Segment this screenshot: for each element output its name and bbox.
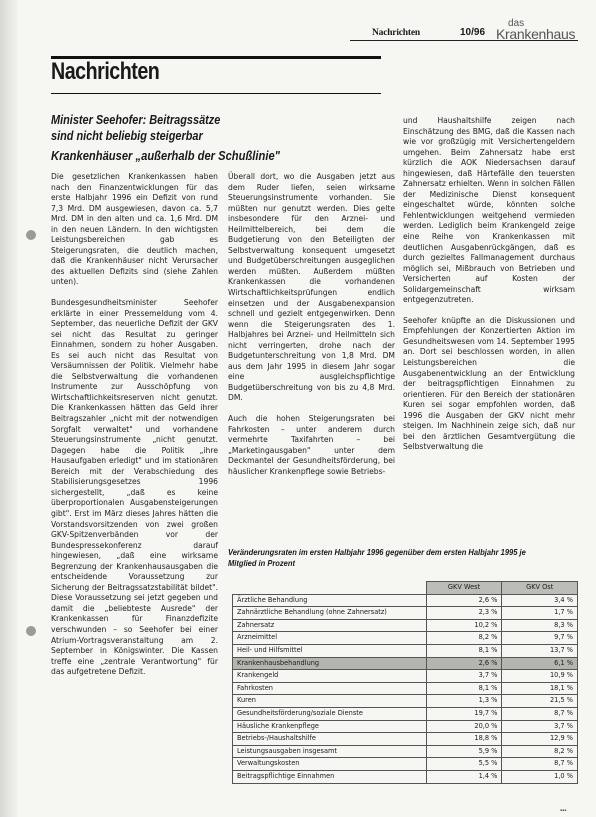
rates-table xyxy=(232,581,578,784)
cell-ost: 6,1 % xyxy=(502,657,578,670)
cell-ost: 10,9 % xyxy=(502,670,578,683)
table-row xyxy=(233,733,578,746)
row-label: Betriebs-/Haushaltshilfe xyxy=(233,733,427,746)
row-label: Heil- und Hilfsmittel xyxy=(233,644,427,657)
cell-west: 10,2 % xyxy=(426,619,502,632)
row-label: Krankengeld xyxy=(233,670,427,683)
cell-ost: 1,7 % xyxy=(502,607,578,620)
table-row xyxy=(233,657,578,670)
cell-west: 2,6 % xyxy=(426,657,502,670)
cell-ost: 3,4 % xyxy=(502,594,578,607)
header-rule xyxy=(350,40,578,41)
cell-west: 1,3 % xyxy=(426,695,502,708)
punch-hole xyxy=(26,626,36,636)
cell-ost: 13,7 % xyxy=(502,644,578,657)
row-label: Gesundheitsförderung/soziale Dienste xyxy=(233,707,427,720)
row-label: Verwaltungskosten xyxy=(233,758,427,771)
cell-west: 19,7 % xyxy=(426,707,502,720)
cell-west: 2,3 % xyxy=(426,607,502,620)
cell-ost: 21,5 % xyxy=(502,695,578,708)
cell-west: 18,8 % xyxy=(426,733,502,746)
cell-ost: 8,3 % xyxy=(502,619,578,632)
cell-west: 8,2 % xyxy=(426,632,502,645)
cell-ost: 8,7 % xyxy=(502,707,578,720)
paragraph: Bundesgesundheitsminister Seehofer erklärte in einer Pressemeldung vom 4. September, das neuerliche Defizit der GKV sei nicht das Resultat zu geringer Einnahmen, sondern zu hoher Ausgaben. Es sei auch nicht das Resultat von Versäumnissen der Politik. Vielmehr habe die Selbstverwaltung die vorhandenen Instrumente zur Ausschöpfung von Wirtschaftlichkeitsreserven nicht genutzt. Die Krankenkassen hätten das Geld ihrer Beitragszahler „nicht mit der notwendigen Sorgfalt verwaltet" und vorhandene Steuerungsinstrumente „nicht genutzt. Dagegen habe die Politik „ihre Hausaufgaben erledigt" und im stationären Bereich mit der Verabschiedung des Stabilisierungsgesetzes 1996 sichergestellt, „daß es keine überproportionalen Ausgabensteigerungen gibt". Erst im März dieses Jahres hätten die Vorstandsvorsitzenden von zwei großen GKV-Spitzenverbänden vor der Bundespressekonferenz darauf hingewiesen, „daß eine wirksame Begrenzung der Krankenhausausgaben die entscheidende Voraussetzung zur Sicherung der Beitragssatzstabilität bildet". Diese Voraussetzung sei jetzt gegeben und damit die „beliebteste Ausrede" der Krankenkassen für Finanzdefizite verschwunden – so Seehofer bei einer Atrium-Vortragsveranstaltung am 2. September in Königswinter. Die Kassen treffe eine „zentrale Verantwortung" für das aufgetretene Defizit. xyxy=(51,298,218,677)
table-caption: Veränderungsraten im ersten Halbjahr 1996 gegenüber dem ersten Halbjahr 1995 je Mitglied in Prozent xyxy=(228,548,526,568)
row-label: Ärztliche Behandlung xyxy=(233,594,427,607)
cell-ost: 8,7 % xyxy=(502,758,578,771)
row-label: Kuren xyxy=(233,695,427,708)
table-row xyxy=(233,670,578,683)
row-label: Zahnärztliche Behandlung (ohne Zahnersatz) xyxy=(233,607,427,620)
cell-west: 5,9 % xyxy=(426,745,502,758)
cell-west: 3,7 % xyxy=(426,670,502,683)
paragraph: Überall dort, wo die Ausgaben jetzt aus dem Ruder liefen, seien wirksame Steuerungsinstrumente vorhanden. Sie müßten nur genutzt werden. Dies gelte insbesondere für den Arznei- und Heilmittelbereich, bei dem die Budgetierung von den Beteiligten der Selbstverwaltung konsequent umgesetzt und Budgetüberschreitungen ausgeglichen werden müßten. Außerdem müßten Krankenkassen die vorhandenen Wirtschaftlichkeitsprüfungen endlich einsetzen und der Ausgabenexpansion schnell und gezielt entgegenwirken. Denn wenn die Steigerungsraten des 1. Halbjahres bei Arznei- und Heilmitteln sich nicht verringerten, drohe nach der Budgetunterschreitung von 1,8 Mrd. DM aus dem Jahr 1995 in diesem Jahr sogar eine ausgleichspflichtige Budgetüberschreitung von bis zu 4,8 Mrd. DM. xyxy=(228,172,395,403)
paragraph: Die gesetzlichen Krankenkassen haben nach den Finanzentwicklungen für das erste Halbjahr 1996 ein Defizit von rund 7,3 Mrd. DM ausgewiesen, davon ca. 5,7 Mrd. DM in den alten und ca. 1,6 Mrd. DM in den neuen Ländern. In den wichtigsten Leistungsbereichen gab es Steigerungsraten, die deutlich machen, daß die Krankenhäuser nicht Verursacher des aktuellen Defizits sind (siehe Zahlen unten). xyxy=(51,172,218,287)
row-label: Fahrkosten xyxy=(233,682,427,695)
cell-west: 2,6 % xyxy=(426,594,502,607)
table-row xyxy=(233,720,578,733)
table-row xyxy=(233,707,578,720)
table-row xyxy=(233,644,578,657)
running-header-section: Nachrichten xyxy=(372,28,420,38)
cell-ost: 3,7 % xyxy=(502,720,578,733)
text-column-1 xyxy=(51,172,218,688)
table-row xyxy=(233,682,578,695)
cell-west: 8,1 % xyxy=(426,682,502,695)
cell-ost: 12,9 % xyxy=(502,733,578,746)
table-header-cell xyxy=(233,582,427,595)
row-label: Zahnersatz xyxy=(233,619,427,632)
text-column-2 xyxy=(228,172,395,487)
cell-west: 20,0 % xyxy=(426,720,502,733)
row-label: Leistungsausgaben insgesamt xyxy=(233,745,427,758)
punch-hole xyxy=(26,230,36,240)
cell-ost: 8,2 % xyxy=(502,745,578,758)
table-row xyxy=(233,695,578,708)
journal-logo xyxy=(496,18,586,42)
text-column-3 xyxy=(403,116,575,463)
table-header-cell: GKV West xyxy=(426,582,502,595)
article-headline: Minister Seehofer: Beitragssätze sind nicht beliebig steigerbar xyxy=(51,112,221,143)
table-row xyxy=(233,632,578,645)
row-label: Krankenhausbehandlung xyxy=(233,657,427,670)
cell-ost: 18,1 % xyxy=(502,682,578,695)
table-row xyxy=(233,758,578,771)
paragraph: Seehofer knüpfte an die Diskussionen und Empfehlungen der Konzertierten Aktion im Gesundheitswesen vom 14. September 1995 an. Dort sei beschlossen worden, in allen Leistungsbereichen die Ausgabenentwicklung an der Entwicklung der beitragspflichtigen Einnahmen zu orientieren. Für den Bereich der stationären Kuren sei sogar empfohlen worden, daß 1996 die Ausgaben der GKV nicht mehr steigen. Im Nachhinein zeige sich, daß nur bei den ärztlichen Gesamtvergütung die Selbstverwaltung die xyxy=(403,315,575,452)
table-row xyxy=(233,745,578,758)
page-footmark: ▪▪▪ xyxy=(560,808,567,814)
logo-name: Krankenhaus xyxy=(496,26,576,42)
table-header-row xyxy=(233,582,578,595)
table-row xyxy=(233,607,578,620)
cell-west: 5,5 % xyxy=(426,758,502,771)
table-row xyxy=(233,619,578,632)
page-title: Nachrichten xyxy=(51,58,160,85)
table-row xyxy=(233,770,578,783)
article-subheadline: Krankenhäuser „außerhalb der Schußlinie" xyxy=(51,148,280,163)
paragraph: Auch die hohen Steigerungsraten bei Fahrkosten – unter anderem durch vermehrte Taxifahrten – bei „Marketingausgaben" unter dem Deckmantel der Gesundheitsförderung, bei häuslicher Krankenpflege sowie Betriebs- xyxy=(228,414,395,476)
cell-ost: 1,0 % xyxy=(502,770,578,783)
row-label: Beitragspflichtige Einnahmen xyxy=(233,770,427,783)
cell-west: 1,4 % xyxy=(426,770,502,783)
issue-number: 10/96 xyxy=(460,27,486,38)
row-label: Arzneimittel xyxy=(233,632,427,645)
logo-das: das xyxy=(508,18,525,29)
binding-edge xyxy=(0,0,18,817)
row-label: Häusliche Krankenpflege xyxy=(233,720,427,733)
table-header-cell: GKV Ost xyxy=(502,582,578,595)
title-rule-bottom xyxy=(51,93,381,94)
paragraph: und Haushaltshilfe zeigen nach Einschätzung des BMG, daß die Kassen nach wie vor großzügig mit Versichertengeldern umgehen. Beim Zahnersatz habe erst kürzlich die AOK Niedersachsen darauf hingewiesen, daß Härtefälle den teuersten Zahnersatz erhielten. Wenn in solchen Fällen der Medizinische Dienst konsequent eingeschaltet würde, könnten solche Fehlentwicklungen weitgehend vermieden werden. Lediglich beim Krankengeld zeige eine Reihe von Krankenkassen mit deutlichen Ausgabenrückgängen, daß es durch gezieltes Fallmanagement durchaus möglich sei, Mißbrauch von Betrieben und Versicherten auf Kosten der Solidargemeinschaft wirksam entgegenzutreten. xyxy=(403,116,575,305)
cell-west: 8,1 % xyxy=(426,644,502,657)
cell-ost: 9,7 % xyxy=(502,632,578,645)
table-row xyxy=(233,594,578,607)
